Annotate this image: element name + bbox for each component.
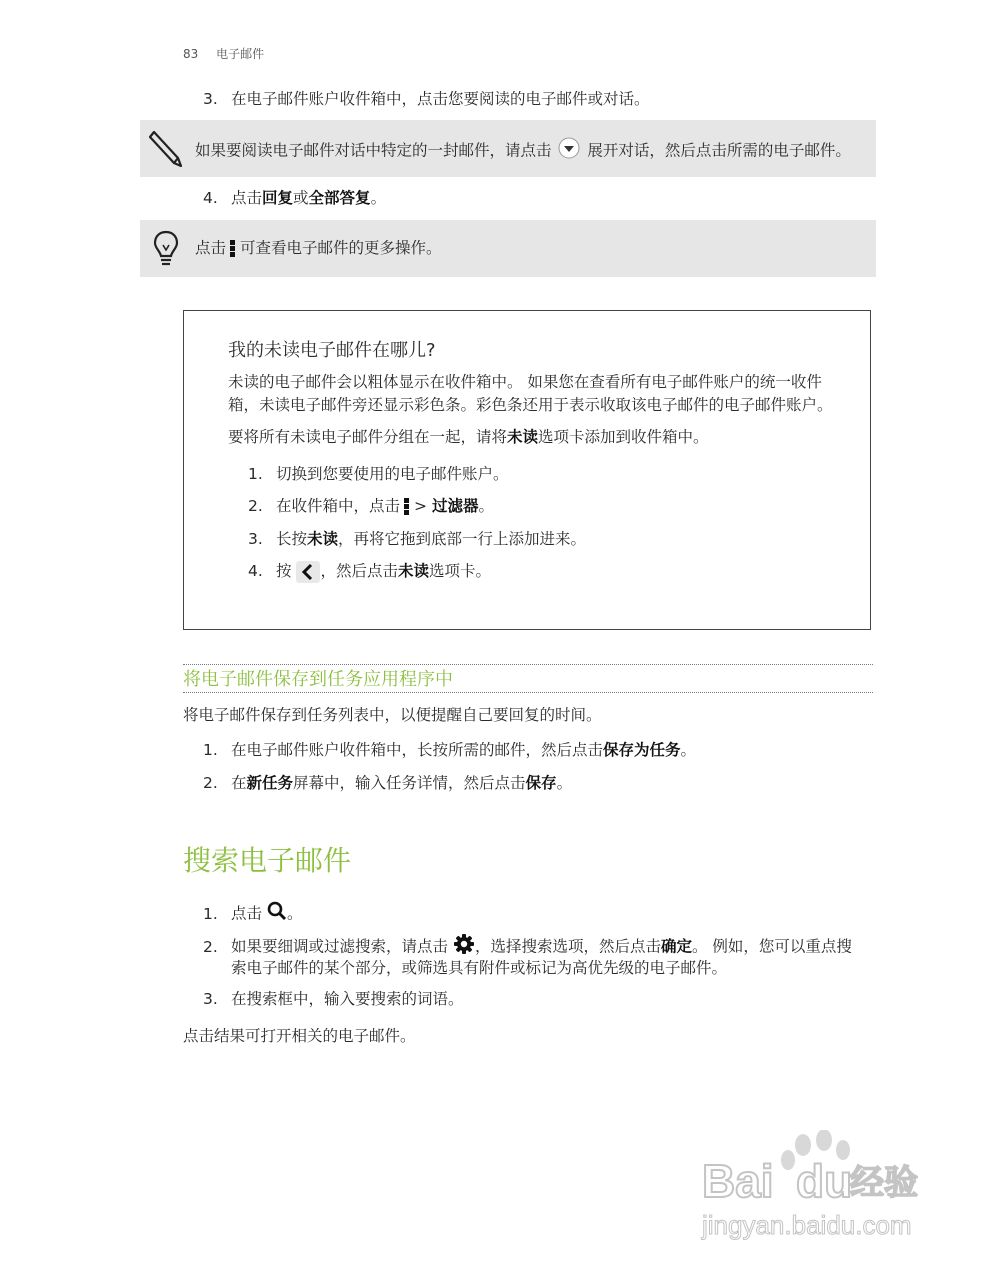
running-header	[183, 45, 264, 62]
step-4: 4. 点击回复或全部答复。	[203, 189, 387, 207]
watermark-url: jingyan.baidu.com	[702, 1210, 912, 1240]
back-arrow-icon	[296, 561, 320, 583]
watermark-du: du	[796, 1155, 853, 1207]
more-options-icon	[230, 239, 236, 258]
search-icon	[267, 901, 287, 927]
box-step-3: 3. 长按未读，再将它拖到底部一行上添加进来。	[248, 530, 587, 548]
box-step-2: 2. 在收件箱中，点击 > 过滤器。	[248, 497, 494, 515]
box-step-1: 1. 切换到您要使用的电子邮件账户。	[248, 465, 509, 483]
tip-callout: 点击 可查看电子邮件的更多操作。	[140, 220, 876, 277]
header-section: 电子邮件	[216, 47, 265, 61]
note-callout: 如果要阅读电子邮件对话中特定的一封邮件，请点击 展开对话，然后点击所需的电子邮件。	[140, 120, 876, 177]
step-3: 3. 在电子邮件账户收件箱中，点击您要阅读的电子邮件或对话。	[203, 90, 650, 108]
save-section-title: 将电子邮件保存到任务应用程序中	[183, 669, 453, 690]
lightbulb-icon	[152, 229, 180, 273]
save-intro: 将电子邮件保存到任务列表中，以便提醒自己要回复的时间。	[183, 706, 602, 724]
box-step-4: 4. 按 ，然后点击未读选项卡。	[248, 560, 491, 583]
search-section-title: 搜索电子邮件	[183, 844, 352, 877]
search-step-2: 2. 如果要细调或过滤搜索，请点击 ，选择搜索选项，然后点击确定。 例如，您可以重点搜	[203, 933, 852, 961]
baidu-watermark	[700, 1130, 940, 1250]
box-para1-line2: 箱，未读电子邮件旁还显示彩色条。彩色条还用于表示收取该电子邮件的电子邮件账户。	[228, 396, 833, 414]
save-step-1: 1. 在电子邮件账户收件箱中，长按所需的邮件，然后点击保存为任务。	[203, 741, 697, 759]
search-step-3: 3. 在搜索框中，输入要搜索的词语。	[203, 990, 464, 1008]
box-para2: 要将所有未读电子邮件分组在一起，请将未读选项卡添加到收件箱中。	[228, 428, 709, 446]
watermark-jingyan: 经验	[850, 1163, 918, 1203]
section-rule-bottom	[183, 692, 873, 693]
closing-text: 点击结果可打开相关的电子邮件。	[183, 1027, 416, 1045]
search-step-1: 1. 点击 。	[203, 901, 302, 927]
save-step-2: 2. 在新任务屏幕中，输入任务详情，然后点击保存。	[203, 774, 573, 792]
box-title: 我的未读电子邮件在哪儿?	[228, 340, 436, 361]
box-para1-line1: 未读的电子邮件会以粗体显示在收件箱中。 如果您在查看所有电子邮件账户的统一收件	[228, 373, 822, 391]
pencil-icon	[148, 128, 184, 172]
search-step-2-line2: 索电子邮件的某个部分，或筛选具有附件或标记为高优先级的电子邮件。	[231, 959, 728, 977]
expand-conversation-icon	[558, 137, 580, 165]
section-rule-top	[183, 664, 873, 665]
watermark-bai: Bai	[702, 1155, 774, 1207]
page-number: 83	[183, 47, 199, 61]
more-options-icon	[404, 497, 410, 516]
